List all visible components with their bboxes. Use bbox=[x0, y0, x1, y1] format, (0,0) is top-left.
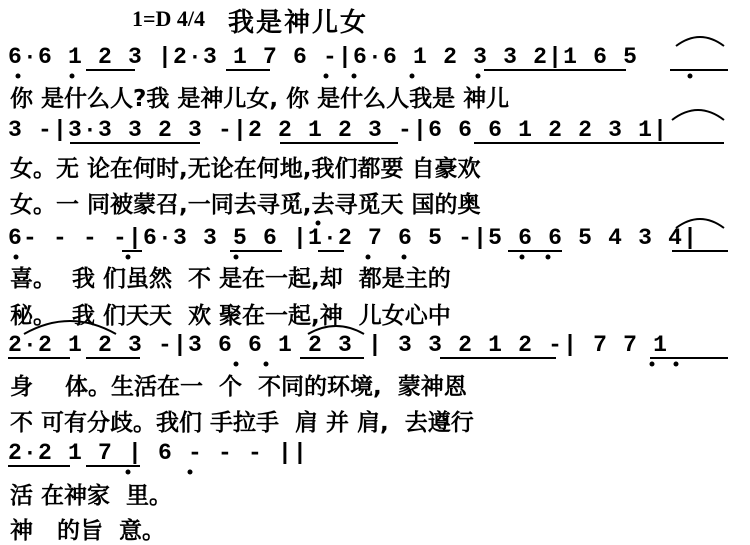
lyric-line-8: 活 在神家 里。 bbox=[10, 483, 173, 509]
notation-line-4: 2·2 1 2 3 -|3 6 6 1 2 3 | 3 3 2 1 2 -| 7 7 1 bbox=[8, 332, 669, 358]
lyric-line-7: 不 可有分歧。我们 手拉手 肩 并 肩, 去遵行 bbox=[10, 410, 474, 436]
notation-line-2: 3 -|3·3 3 2 3 -|2 2 1 2 3 -|6 6 6 1 2 2 3 1| bbox=[8, 117, 669, 143]
lyric-line-3: 女。一 同被蒙召,一同去寻觅,去寻觅天 国的奥 bbox=[10, 192, 481, 218]
notation-line-1: 6·6 1 2 3 |2·3 1 7 6 -|6·6 1 2 3 3 2|1 6 5 bbox=[8, 44, 639, 70]
notation-line-3: 6- - - -|6·3 3 5 6 |1·2 7 6 5 -|5 6 6 5 4 3 4| bbox=[8, 225, 699, 251]
lyric-line-6: 身 体。生活在一 个 不同的环境, 蒙神恩 bbox=[10, 374, 467, 400]
lyric-line-2: 女。无 论在何时,无论在何地,我们都要 自豪欢 bbox=[10, 156, 481, 182]
lyric-line-5: 秘。 我 们天天 欢 聚在一起,神 儿女心中 bbox=[10, 303, 451, 329]
lyric-line-1: 你 是什么人?我 是神儿女, 你 是什么人我是 神儿 bbox=[10, 86, 510, 112]
notation-line-5: 2·2 1 7 | 6 - - - || bbox=[8, 440, 309, 466]
key-signature: 1=D 4/4 bbox=[132, 6, 206, 31]
song-title: 我是神儿女 bbox=[228, 8, 369, 38]
lyric-line-9: 神 的旨 意。 bbox=[10, 518, 166, 544]
lyric-line-4: 喜。 我 们虽然 不 是在一起,却 都是主的 bbox=[10, 266, 451, 292]
